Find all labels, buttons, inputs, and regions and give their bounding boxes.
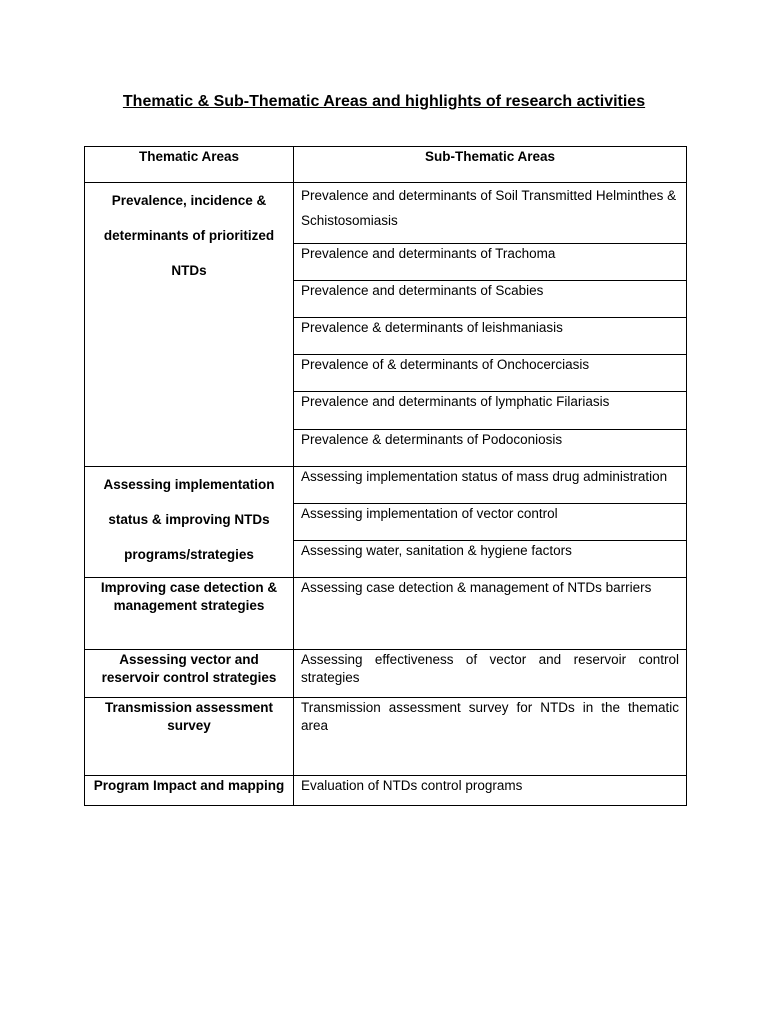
sub-thematic-area: Assessing implementation status of mass drug administration: [294, 467, 687, 504]
sub-thematic-area: Prevalence & determinants of leishmaniasis: [294, 318, 687, 355]
thematic-area-line: determinants of prioritized: [103, 228, 275, 243]
column-header-sub-thematic-areas: Sub-Thematic Areas: [294, 147, 687, 183]
thematic-area-case-detection: Improving case detection & management strategies: [85, 578, 294, 650]
sub-thematic-area: Assessing implementation of vector control: [294, 504, 687, 541]
thematic-area-vector-control: Assessing vector and reservoir control strategies: [85, 650, 294, 698]
thematic-area-program-impact: Program Impact and mapping: [85, 776, 294, 806]
thematic-area-prevalence: [85, 183, 294, 467]
page-title: Thematic & Sub-Thematic Areas and highlights of research activities: [122, 93, 646, 110]
table-row: [85, 467, 687, 504]
sub-thematic-area: Assessing effectiveness of vector and reservoir control strategies: [294, 650, 687, 698]
thematic-area-implementation: [85, 467, 294, 578]
sub-thematic-area: Assessing water, sanitation & hygiene factors: [294, 541, 687, 578]
thematic-area-line: Assessing implementation: [103, 477, 275, 492]
table-row: [85, 578, 687, 650]
sub-thematic-area: Assessing case detection & management of NTDs barriers: [294, 578, 687, 650]
thematic-area-transmission: Transmission assessment survey: [85, 698, 294, 776]
sub-thematic-area: Prevalence and determinants of Scabies: [294, 281, 687, 318]
table-row: [85, 650, 687, 698]
table-row: [85, 698, 687, 776]
sub-thematic-area: Evaluation of NTDs control programs: [294, 776, 687, 806]
column-header-thematic-areas: Thematic Areas: [85, 147, 294, 183]
thematic-area-line: NTDs: [171, 263, 207, 278]
sub-thematic-area: Prevalence & determinants of Podoconiosis: [294, 430, 687, 467]
sub-thematic-area: Prevalence and determinants of Soil Transmitted Helminthes & Schistosomiasis: [294, 183, 687, 244]
thematic-area-line: programs/strategies: [124, 547, 254, 562]
thematic-area-line: status & improving NTDs: [108, 512, 270, 527]
sub-thematic-area: Transmission assessment survey for NTDs in the thematic area: [294, 698, 687, 776]
table-row: [85, 776, 687, 806]
table-row: [85, 183, 687, 244]
sub-thematic-area: Prevalence of & determinants of Onchocerciasis: [294, 355, 687, 392]
sub-thematic-area: Prevalence and determinants of Trachoma: [294, 244, 687, 281]
thematic-areas-table: [84, 146, 687, 806]
sub-thematic-area: Prevalence and determinants of lymphatic Filariasis: [294, 392, 687, 430]
table-header-row: [85, 147, 687, 183]
thematic-area-line: Prevalence, incidence &: [111, 193, 267, 208]
